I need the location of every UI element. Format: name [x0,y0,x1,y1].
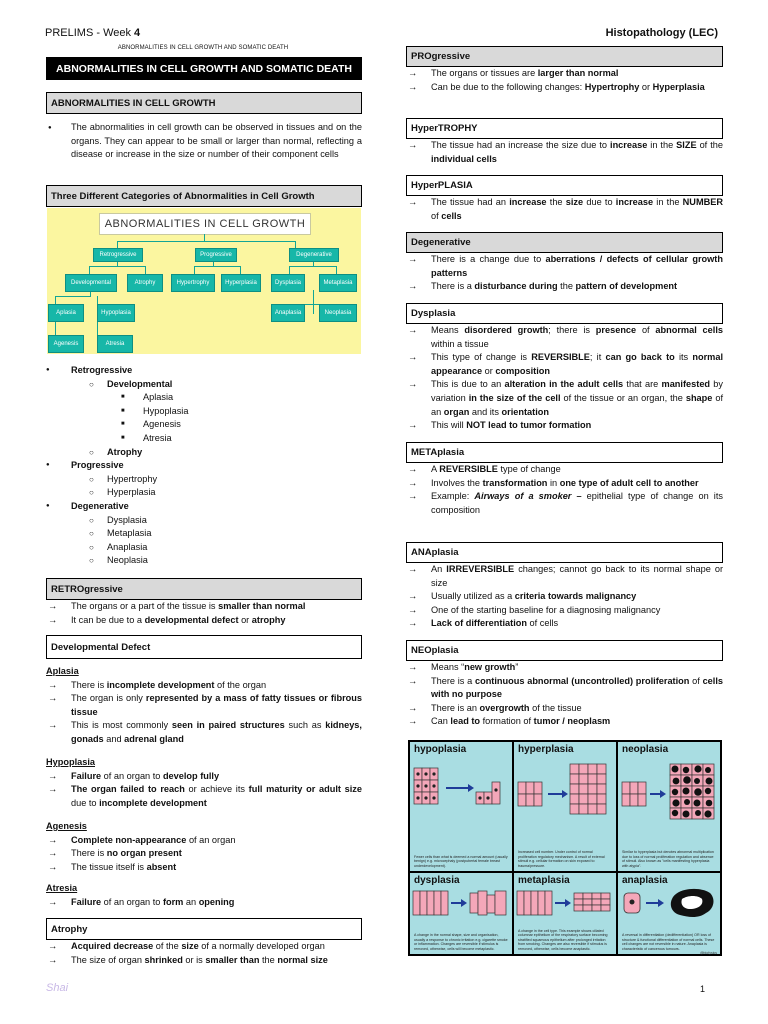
section-title-dysplasia: Dysplasia [406,303,723,324]
chart-node-retrogressive: Retrogressive [93,248,143,262]
chart-node-atresia: Atresia [97,335,133,353]
anaplasia-notes: → An IRREVERSIBLE changes; cannot go back to its normal shape or size → Usually utilized as a criteria towards malignancy → One of the starting baseline for a diagnosing malignancy → Lack of differentiation of cells [406,563,723,631]
atrophy-notes: → Acquired decrease of the size of a normally developed organ → The size of organ shrinked or is smaller than the normal size [46,940,362,967]
category-outline [46,364,362,568]
section-title-abnormalities: ABNORMALITIES IN CELL GROWTH [46,92,362,114]
aplasia-title: Aplasia [46,666,79,676]
abnormalities-chart [47,208,361,354]
outline-developmental: ○ Developmental [107,378,362,392]
progressive-notes: → The organs or tissues are larger than normal → Can be due to the following changes: Hypertrophy or Hyperplasia [406,67,723,94]
caption-dysplasia: A change in the normal shape, size and organisation, usually a response to chronic irritation e.g. cigarette smoke or inflammation. Changes are reversible if stimulus is removed, otherwise, cells will become metaplastic. [414,933,508,951]
outline-agenesis: ■ Agenesis [143,418,362,432]
outline-atrophy: ○ Atrophy [107,446,362,460]
outline-hypertrophy: ○ Hypertrophy [107,473,362,487]
hypertrophy-notes: → The tissue had an increase the size due to increase in the SIZE of the individual cells [406,139,723,166]
chart-node-hyperplasia: Hyperplasia [221,274,261,292]
outline-retrogressive: ● Retrogressive [71,364,362,378]
section-title-hypertrophy: HyperTROPHY [406,118,723,139]
outline-progressive: ● Progressive [71,459,362,473]
hypoplasia-block: Hypoplasia → Failure of an organ to develop fully → The organ failed to reach or achieve its full maturity or adult size due to incomplete development [46,756,362,810]
atresia-block: Atresia → Failure of an organ to form an opening [46,882,362,909]
outline-anaplasia: ○ Anaplasia [107,541,362,555]
section-title-categories: Three Different Categories of Abnormalities in Cell Growth [46,185,362,207]
panel-title-hypoplasia: hypoplasia [414,744,467,755]
header-caption: ABNORMALITIES IN CELL GROWTH AND SOMATIC DEATH [117,45,289,51]
section-title-neoplasia: NEOplasia [406,640,723,661]
panel-hypoplasia [410,742,512,871]
chart-node-agenesis: Agenesis [48,335,84,353]
chart-title: ABNORMALITIES IN CELL GROWTH [99,213,311,235]
chart-node-neoplasia: Neoplasia [319,304,357,322]
footer-signature: Shai [46,982,69,994]
chart-node-hypertrophy: Hypertrophy [171,274,215,292]
panel-anaplasia [618,873,720,954]
chart-node-developmental: Developmental [65,274,117,292]
panel-metaplasia [514,873,616,954]
diagram-credit: @biofysics [700,951,717,955]
section-title-hyperplasia: HyperPLASIA [406,175,723,196]
outline-hyperplasia: ○ Hyperplasia [107,486,362,500]
aplasia-block: Aplasia → There is incomplete development of the organ → The organ is only represented by a mass of fatty tissues or fibrous tissue → This is most commonly seen in paired structures such as kidneys, gonads and adrenal gland [46,665,362,747]
page-number: 1 [700,984,706,994]
cell-changes-diagram [408,740,722,956]
section-title-developmental-defect: Developmental Defect [46,635,362,659]
section-title-progressive: PROgressive [406,46,723,67]
panel-title-metaplasia: metaplasia [518,875,570,886]
hyperplasia-notes: → The tissue had an increase the size due to increase in the NUMBER of cells [406,196,723,223]
page-title: ABNORMALITIES IN CELL GROWTH AND SOMATIC DEATH [46,57,362,80]
chart-node-atrophy: Atrophy [127,274,163,292]
outline-degenerative: ● Degenerative [71,500,362,514]
panel-neoplasia [618,742,720,871]
caption-neoplasia: Similar to hyperplasia but denotes abnormal multiplication due to loss of normal proliferation regulation and absence of stimuli. Also known as "cells manifesting hyperplasia with atypia". [622,850,714,868]
section-title-anaplasia: ANAplasia [406,542,723,563]
outline-metaplasia: ○ Metaplasia [107,527,362,541]
chart-node-metaplasia: Metaplasia [319,274,357,292]
section-title-metaplasia: METAplasia [406,442,723,463]
caption-hypoplasia: Fewer cells than what is deemed a normal amount (usually benign) e.g. microcephaly (postpubertal female breast underdevelopment). [414,854,508,868]
panel-hyperplasia [514,742,616,871]
retrogressive-notes: → The organs or a part of the tissue is smaller than normal → It can be due to a developmental defect or atrophy [46,600,362,627]
panel-title-neoplasia: neoplasia [622,744,669,755]
chart-node-anaplasia: Anaplasia [271,304,305,322]
header-course: PRELIMS - Week 4 [45,27,141,39]
panel-title-hyperplasia: hyperplasia [518,744,574,755]
caption-anaplasia: A reversal in differentiation (dedifferentiation) OR loss of structure & functional differentiation of normal cells. These cell changes are not reversible in nature. Anaplasia is characteristic of cancerous tumours. [622,933,715,951]
caption-hyperplasia: Increased cell number. Under control of normal proliferation regulatory mechanism. A result of external stimuli e.g. cellular formation on skin exposed to trauma/pressure. [518,850,605,868]
outline-dysplasia: ○ Dysplasia [107,514,362,528]
chart-node-dysplasia: Dysplasia [271,274,305,292]
chart-node-degenerative: Degenerative [289,248,339,262]
header-subject: Histopathology (LEC) [605,27,718,39]
hypoplasia-title: Hypoplasia [46,757,96,767]
outline-aplasia: ■ Aplasia [143,391,362,405]
agenesis-block: Agenesis → Complete non-appearance of an organ → There is no organ present → The tissue itself is absent [46,820,362,874]
section-title-atrophy: Atrophy [46,918,362,940]
chart-node-aplasia: Aplasia [48,304,84,322]
degenerative-notes: → There is a change due to aberrations / defects of cellular growth patterns → There is a disturbance during the pattern of development [406,253,723,294]
dysplasia-notes: → Means disordered growth; there is presence of abnormal cells within a tissue → This type of change is REVERSIBLE; it can go back to its normal appearance or composition → This is due to an alteration in the adult cells that are manifested by variation in the size of the cell of the tissue or an organ, the shape of an organ and its orientation → This will NOT lead to tumor formation [406,324,723,433]
panel-title-anaplasia: anaplasia [622,875,668,886]
outline-atresia: ■ Atresia [143,432,362,446]
panel-dysplasia [410,873,512,954]
outline-neoplasia: ○ Neoplasia [107,554,362,568]
intro-paragraph: ● The abnormalities in cell growth can be observed in tissues and on the organs. They can appear to be small or larger than normal, reflecting a disease or increase in the size or number of their component cells [48,122,362,160]
chart-node-hypoplasia: Hypoplasia [97,304,135,322]
neoplasia-notes: → Means “new growth” → There is a continuous abnormal (uncontrolled) proliferation of cells with no purpose → There is an overgrowth of the tissue → Can lead to formation of tumor / neoplasm [406,661,723,729]
outline-hypoplasia: ■ Hypoplasia [143,405,362,419]
caption-metaplasia: A change in the cell type. This example shows ciliated columnar epithelium of the respiratory surface becoming stratified squamous epithelium after prolonged irritation from smoking. Changes are also reversible if stimulus is removed, otherwise, cells become anaplastic. [518,928,608,951]
atresia-title: Atresia [46,883,78,893]
chart-node-progressive: Progressive [195,248,237,262]
metaplasia-notes: → A REVERSIBLE type of change → Involves the transformation in one type of adult cell to another → Example: Airways of a smoker – epithelial type of change on its composition [406,463,723,517]
section-title-degenerative: Degenerative [406,232,723,253]
section-title-retrogressive: RETROgressive [46,578,362,600]
panel-title-dysplasia: dysplasia [414,875,460,886]
agenesis-title: Agenesis [46,821,87,831]
